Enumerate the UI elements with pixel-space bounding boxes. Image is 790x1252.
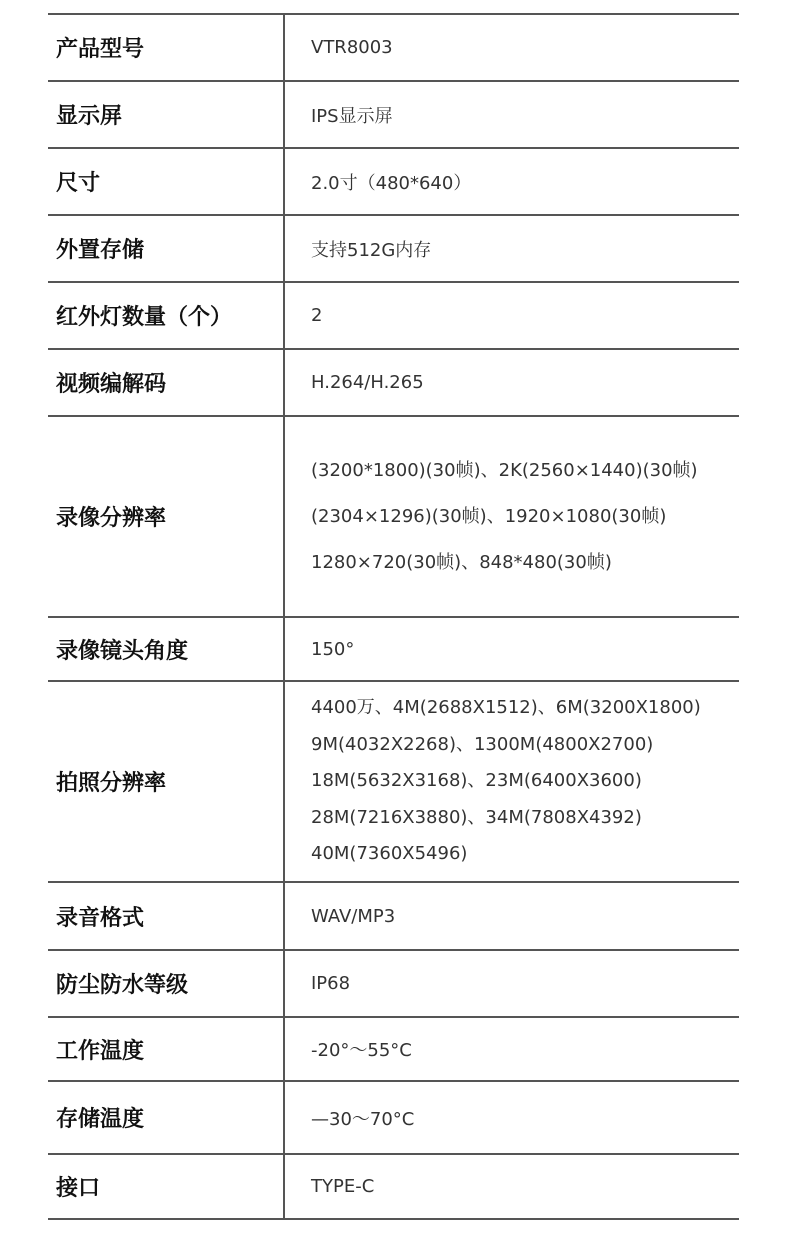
spec-value-line: 1280×720(30帧)、848*480(30帧) (311, 551, 612, 573)
spec-value-multiline (284, 681, 739, 882)
spec-key: 红外灯数量（个） (48, 282, 284, 349)
spec-value: 2 (284, 282, 739, 349)
spec-row-model (48, 14, 739, 81)
spec-key: 接口 (48, 1154, 284, 1219)
spec-key: 拍照分辨率 (48, 681, 284, 882)
spec-key: 录像分辨率 (48, 416, 284, 617)
spec-key: 视频编解码 (48, 349, 284, 416)
spec-row-storage (48, 215, 739, 282)
spec-value-line: 28M(7216X3880)、34M(7808X4392) (311, 806, 642, 828)
spec-key: 尺寸 (48, 148, 284, 215)
spec-key: 存储温度 (48, 1081, 284, 1154)
spec-row-photo-resolution (48, 681, 739, 882)
spec-table (48, 13, 739, 1220)
spec-row-audio-format (48, 882, 739, 950)
spec-key: 产品型号 (48, 14, 284, 81)
spec-row-interface (48, 1154, 739, 1219)
spec-value-line: 18M(5632X3168)、23M(6400X3600) (311, 770, 642, 792)
spec-key: 显示屏 (48, 81, 284, 148)
spec-value-multiline (284, 416, 739, 617)
spec-value: 150° (284, 617, 739, 681)
spec-row-ir-leds (48, 282, 739, 349)
spec-value: IPS显示屏 (284, 81, 739, 148)
spec-row-display (48, 81, 739, 148)
spec-value-line: 9M(4032X2268)、1300M(4800X2700) (311, 733, 654, 755)
spec-value: IP68 (284, 950, 739, 1017)
spec-value: -20°～55°C (284, 1017, 739, 1081)
spec-value: H.264/H.265 (284, 349, 739, 416)
spec-value-line: 40M(7360X5496) (311, 843, 468, 865)
spec-row-ip-rating (48, 950, 739, 1017)
spec-value: 支持512G内存 (284, 215, 739, 282)
spec-value: TYPE-C (284, 1154, 739, 1219)
spec-key: 录像镜头角度 (48, 617, 284, 681)
spec-value: —30～70°C (284, 1081, 739, 1154)
spec-key: 工作温度 (48, 1017, 284, 1081)
spec-row-codec (48, 349, 739, 416)
spec-value-line: (3200*1800)(30帧)、2K(2560×1440)(30帧) (311, 459, 698, 481)
spec-value: VTR8003 (284, 14, 739, 81)
spec-row-size (48, 148, 739, 215)
spec-key: 防尘防水等级 (48, 950, 284, 1017)
spec-row-working-temperature (48, 1017, 739, 1081)
spec-row-lens-angle (48, 617, 739, 681)
spec-value-line: (2304×1296)(30帧)、1920×1080(30帧) (311, 505, 667, 527)
spec-value-line: 4400万、4M(2688X1512)、6M(3200X1800) (311, 697, 701, 719)
spec-value: WAV/MP3 (284, 882, 739, 950)
spec-row-storage-temperature (48, 1081, 739, 1154)
spec-row-video-resolution (48, 416, 739, 617)
spec-value: 2.0寸（480*640） (284, 148, 739, 215)
spec-key: 录音格式 (48, 882, 284, 950)
spec-key: 外置存储 (48, 215, 284, 282)
